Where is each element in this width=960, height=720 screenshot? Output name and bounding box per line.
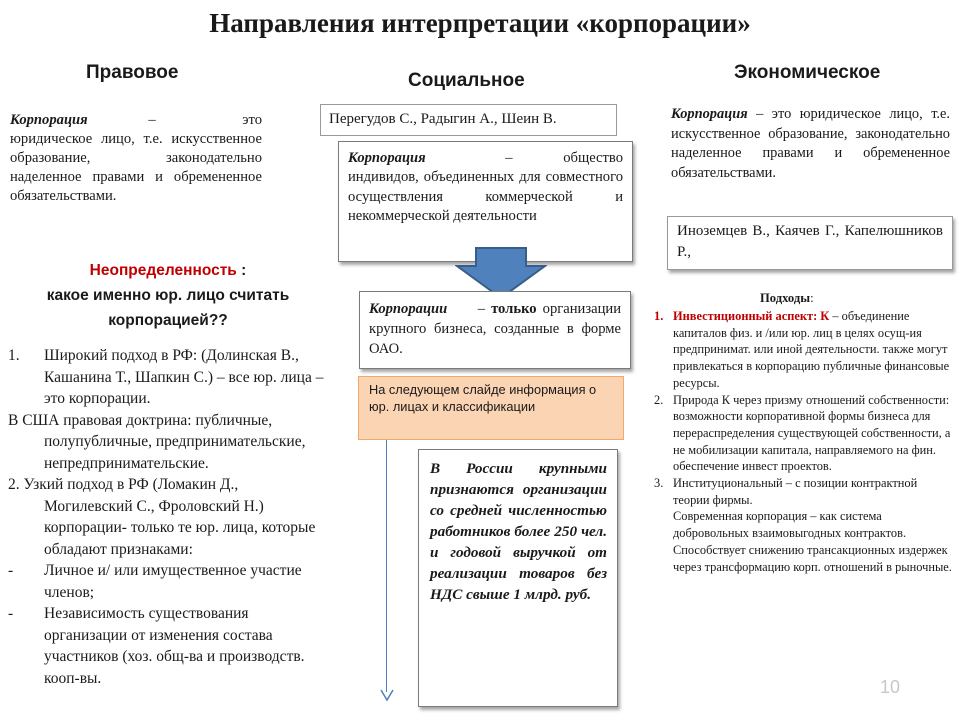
legal-definition [10, 111, 262, 206]
social-definition-term: Корпорация [348, 150, 426, 166]
list-item-number: 1. [8, 347, 20, 364]
social-definition-box [338, 141, 633, 262]
narrow-definition-emphasis: только [491, 301, 537, 317]
list-item-text: Независимость существования организации от изменения состава участников (хоз. общ-ва и производств. кооп-вы. [44, 605, 305, 687]
legal-heading: Правовое [86, 62, 179, 83]
social-heading: Социальное [408, 70, 525, 91]
list-item [8, 560, 334, 603]
economic-definition-term: Корпорация [671, 106, 748, 122]
list-item: полупубличные, предпринимательские, непредпринимательские. [44, 433, 306, 472]
economic-authors-box [667, 216, 953, 270]
list-item-text: – объединение капиталов физ. и /или юр. лиц в целях осущ-ия предпринимат. или иной деятельности. также могут привлекаться в корпорацию публичные финансовые ресурсы. [673, 309, 950, 390]
uncertainty-label: Неопределенность [89, 262, 237, 279]
narrow-definition-term: Корпорации [369, 301, 448, 317]
investment-aspect-label: Инвестиционный аспект: К [673, 309, 830, 323]
narrow-definition-box [359, 291, 631, 369]
list-item: Современная корпорация – как система добровольных взаимовыгодных контрактов. Способствует снижению трансакционных издержек через трансформацию корп. отношений в рыночные. [673, 509, 952, 574]
list-item-text: Личное и/ или имущественное участие членов; [44, 562, 302, 601]
list-item-number: 1. [654, 309, 664, 323]
russia-criteria-box [418, 449, 618, 707]
economic-definition-text: – это юридическое лицо, т.е. искусственное образование, законодательно наделенное правами и обремененное обязательствами. [671, 106, 950, 181]
list-item-number: 3. [654, 476, 664, 491]
next-slide-note [358, 376, 624, 440]
uncertainty-question: какое именно юр. лицо считать корпорацией?? [46, 287, 290, 329]
vertical-connector-line [386, 440, 387, 692]
approaches-title [760, 291, 814, 306]
list-item [8, 603, 334, 689]
list-item: Могилевский С., Фроловский Н.) корпорации- только те юр. лица, которые обладают признаками: [44, 497, 316, 558]
legal-definition-text: – это юридическое лицо, т.е. искусственное образование, законодательно наделенное правами и обремененное обязательствами. [10, 112, 262, 204]
list-item [648, 392, 952, 476]
narrow-definition-text: организации крупного бизнеса, созданные в форме ОАО. [369, 301, 622, 357]
page-number: 10 [879, 677, 900, 697]
list-item-text: Институциональный – с позиции контрактной теории фирмы. [673, 476, 918, 507]
list-item-text: Широкий подход в РФ: (Долинская В., Кашанина Т., Шапкин С.) – все юр. лица – это корпорации. [44, 347, 324, 407]
social-authors: Перегудов С., Радыгин А., Шеин В. [329, 111, 557, 127]
uncertainty-colon: : [241, 262, 247, 279]
approaches-title-text: Подходы [760, 291, 811, 305]
list-item [648, 308, 952, 392]
list-item: 2. Узкий подход в РФ (Ломакин Д., [8, 476, 239, 493]
list-item [648, 475, 952, 508]
list-item-text: Природа К через призму отношений собственности: возможности корпоративной формы бизнеса для перераспределения существующей собственности, а не мобилизации капитала, направляемого на фин. обеспечение инвест проектов. [673, 392, 951, 474]
economic-heading: Экономическое [734, 62, 881, 83]
economic-definition [671, 105, 950, 183]
approaches-title-colon: : [810, 291, 814, 305]
list-item-bullet: - [8, 562, 14, 579]
uncertainty-block [0, 258, 336, 333]
legal-approaches-list [8, 345, 334, 689]
uncertainty-line [0, 258, 336, 283]
list-item: В США правовая доктрина: публичные, [8, 411, 273, 429]
list-item-bullet: - [8, 605, 14, 622]
russia-criteria-text: В России крупными признаются организации со средней численностью работников более 250 чел. и годовой выручкой от реализации товаров без НДС свыше 1 млрд. руб. [430, 460, 607, 603]
legal-definition-term: Корпорация [10, 112, 88, 128]
list-item [8, 345, 334, 410]
list-item-number: 2. [654, 392, 664, 407]
social-definition-text: – общество индивидов, объединенных для совместного осуществления коммерческой и некоммерческой деятельности [348, 150, 623, 224]
next-slide-note-text: На следующем слайде информация о юр. лицах и классификации [369, 382, 597, 414]
narrow-definition-dash: – [447, 301, 492, 317]
economic-authors: Иноземцев В., Каячев Г., Капелюшников Р., [677, 223, 943, 260]
slide-title: Направления интерпретации «корпорации» [209, 8, 751, 38]
connector-arrowhead-icon [380, 688, 394, 702]
social-authors-box [320, 104, 617, 136]
economic-approaches-list [648, 308, 952, 575]
